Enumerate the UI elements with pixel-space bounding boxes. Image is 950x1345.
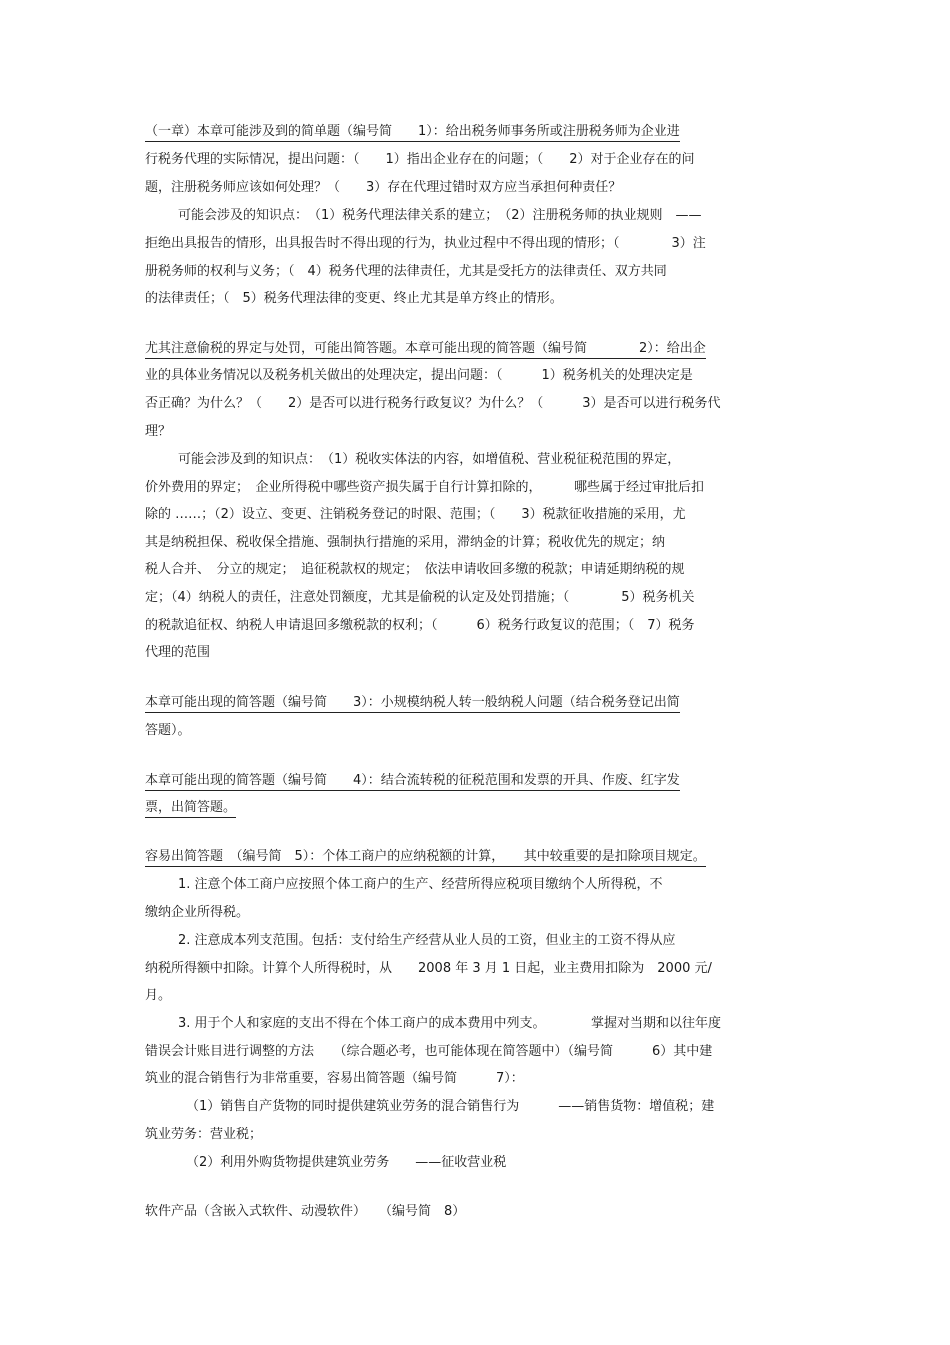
text-line: 定；（4）纳税人的责任，注意处罚额度，尤其是偷税的认定及处罚措施；（ 5）税务机关 <box>145 590 695 605</box>
text-line: 题，注册税务师应该如何处理？（ 3）存在代理过错时双方应当承担何种责任？ <box>145 180 622 195</box>
text-line: 拒绝出具报告的情形，出具报告时不得出现的行为，执业过程中不得出现的情形；（ 3）注 <box>145 236 706 251</box>
text-line: 3. 用于个人和家庭的支出不得在个体工商户的成本费用中列支。 掌握对当期和以往年度 <box>178 1016 722 1031</box>
text-line: 月。 <box>145 988 172 1003</box>
text-line: （2）利用外购货物提供建筑业劳务 ——征收营业税 <box>186 1155 507 1170</box>
text-line: 票，出简答题。 <box>145 799 236 818</box>
text-line: 其是纳税担保、税收保全措施、强制执行措施的采用，滞纳金的计算；税收优先的规定；纳 <box>145 535 666 550</box>
text-line: 可能会涉及到的知识点： （1）税收实体法的内容，如增值税、营业税征税范围的界定， <box>178 452 681 467</box>
text-line: 筑业劳务：营业税； <box>145 1127 263 1142</box>
text-line: 答题）。 <box>145 723 191 738</box>
text-line: 筑业的混合销售行为非常重要，容易出简答题（编号简 7）： <box>145 1071 524 1086</box>
text-line: （一章）本章可能涉及到的简单题（编号简 1）：给出税务师事务所或注册税务师为企业进 <box>145 123 680 142</box>
text-line: 理？ <box>145 424 172 439</box>
text-line: 容易出简答题 （编号简 5）：个体工商户的应纳税额的计算， 其中较重要的是扣除项目规定。 <box>145 848 706 867</box>
text-line: 税人合并、 分立的规定； 追征税款权的规定； 依法申请收回多缴的税款；申请延期纳税的规 <box>145 562 685 577</box>
text-line: 可能会涉及的知识点： （1）税务代理法律关系的建立； （2）注册税务师的执业规则 —— <box>178 208 702 223</box>
text-line: 价外费用的界定； 企业所得税中哪些资产损失属于自行计算扣除的， 哪些属于经过审批后扣 <box>145 480 705 495</box>
text-line: 否正确？为什么？（ 2）是否可以进行税务行政复议？为什么？（ 3）是否可以进行税务代 <box>145 396 721 411</box>
text-line: 尤其注意偷税的界定与处罚，可能出简答题。本章可能出现的简答题（编号简 2）：给出企 <box>145 340 706 359</box>
text-line: 的税款追征权、纳税人申请退回多缴税款的权利；（ 6）税务行政复议的范围；（ 7）税务 <box>145 618 695 633</box>
text-line: 行税务代理的实际情况，提出问题：（ 1）指出企业存在的问题；（ 2）对于企业存在的问 <box>145 152 695 167</box>
text-line: 本章可能出现的简答题（编号简 3）：小规模纳税人转一般纳税人问题（结合税务登记出简 <box>145 694 680 713</box>
text-line: 除的 ……；（2）设立、变更、注销税务登记的时限、范围；（ 3）税款征收措施的采用，尤 <box>145 507 686 522</box>
text-line: 错误会计账目进行调整的方法 （综合题必考，也可能体现在简答题中）（编号简 6）其中建 <box>145 1044 713 1059</box>
text-line: （1）销售自产货物的同时提供建筑业劳务的混合销售行为 ——销售货物：增值税；建 <box>186 1099 715 1114</box>
text-line: 代理的范围 <box>145 645 211 660</box>
text-line: 软件产品（含嵌入式软件、动漫软件） （编号简 8） <box>145 1204 466 1219</box>
text-line: 的法律责任；（ 5）税务代理法律的变更、终止尤其是单方终止的情形。 <box>145 291 563 306</box>
text-line: 1. 注意个体工商户应按照个体工商户的生产、经营所得应税项目缴纳个人所得税，不 <box>178 877 663 892</box>
text-line: 业的具体业务情况以及税务机关做出的处理决定，提出问题：（ 1）税务机关的处理决定是 <box>145 368 693 383</box>
text-line: 纳税所得额中扣除。计算个人所得税时，从 2008 年 3 月 1 日起，业主费用扣除为 2000 元/ <box>145 961 712 976</box>
text-line: 本章可能出现的简答题（编号简 4）：结合流转税的征税范围和发票的开具、作废、红字发 <box>145 772 680 791</box>
text-line: 册税务师的权利与义务；（ 4）税务代理的法律责任，尤其是受托方的法律责任、双方共同 <box>145 264 667 279</box>
text-line: 缴纳企业所得税。 <box>145 905 250 920</box>
text-line: 2. 注意成本列支范围。包括：支付给生产经营从业人员的工资，但业主的工资不得从应 <box>178 933 676 948</box>
